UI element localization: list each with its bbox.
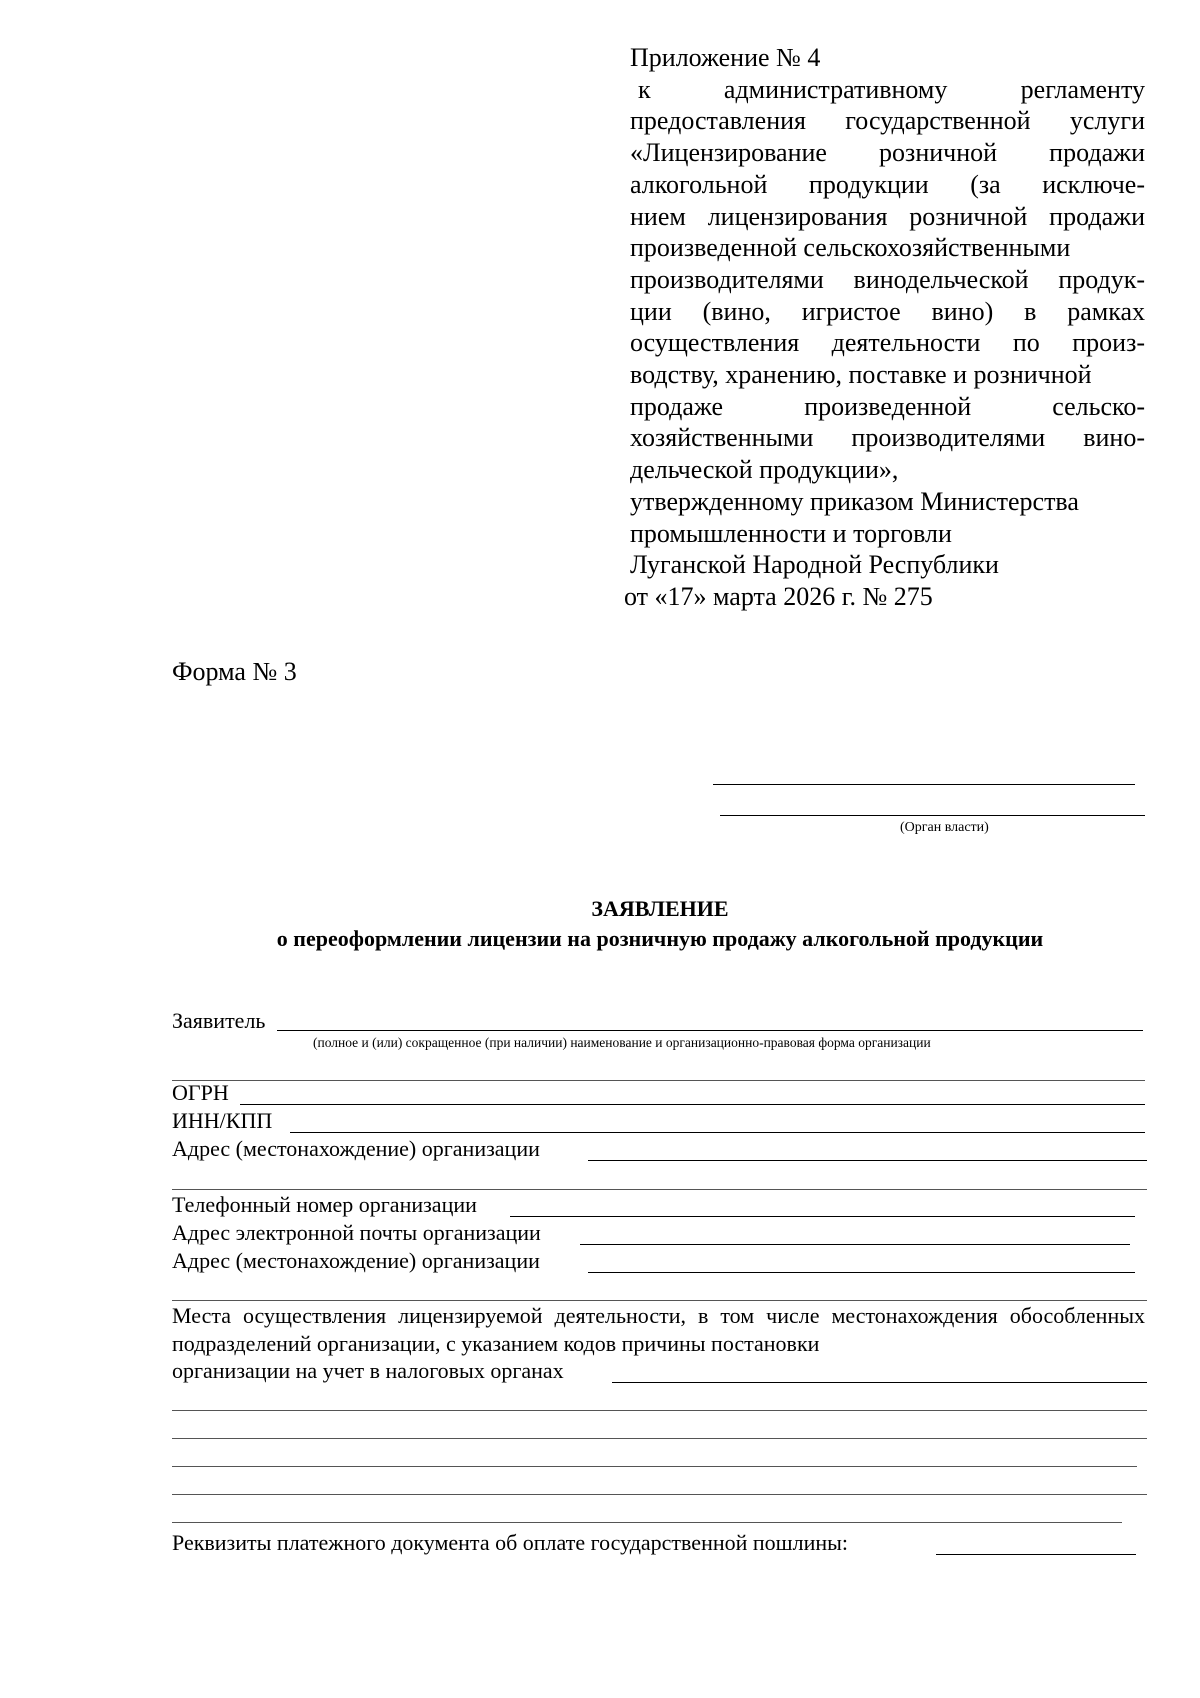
appendix-line: нием лицензирования розничной продажи xyxy=(630,201,1145,231)
appendix-line: «Лицензирование розничной продажи xyxy=(630,138,1145,168)
appendix-line: алкогольной продукции (за исключе- xyxy=(630,169,1145,199)
places-line-2[interactable] xyxy=(172,1438,1147,1439)
appendix-line: производителями винодельческой продук- xyxy=(630,264,1145,294)
appendix-line: утвержденному приказом Министерства xyxy=(630,486,1079,516)
appendix-line: осуществления деятельности по произ- xyxy=(630,328,1145,358)
appendix-line: водству, хранению, поставке и розничной xyxy=(630,360,1092,390)
payment-label: Реквизиты платежного документа об оплате государственной пошлины: xyxy=(172,1530,849,1555)
places-text: Места осуществления лицензируемой деятельности, в том числе местонахождения обособленных подразделений организации, с указанием кодов причины постановки xyxy=(172,1303,1145,1356)
appendix-line: предоставления государственной услуги xyxy=(630,106,1145,136)
appendix-line: Луганской Народной Республики xyxy=(630,550,999,580)
inn-kpp-label: ИНН/КПП xyxy=(172,1108,273,1133)
appendix-line: промышленности и торговли xyxy=(630,518,952,548)
payment-field[interactable] xyxy=(936,1554,1136,1555)
appendix-line: ции (вино, игристое вино) в рамках xyxy=(630,296,1145,326)
form-number: Форма № 3 xyxy=(172,657,297,686)
ogrn-field[interactable] xyxy=(240,1104,1145,1105)
phone-field[interactable] xyxy=(510,1216,1135,1217)
ogrn-label: ОГРН xyxy=(172,1080,229,1105)
appendix-block xyxy=(624,42,1145,613)
address-label: Адрес (местонахождение) организации xyxy=(172,1136,540,1161)
inn-kpp-field[interactable] xyxy=(290,1132,1145,1133)
document-subtitle: о переоформлении лицензии на розничную продажу алкогольной продукции xyxy=(276,926,1044,951)
applicant-field[interactable] xyxy=(277,1030,1143,1031)
address-extra-line[interactable] xyxy=(172,1189,1147,1190)
places-line-1[interactable] xyxy=(172,1410,1147,1411)
authority-line-1[interactable] xyxy=(713,784,1135,785)
places-tax-label: организации на учет в налоговых органах xyxy=(172,1358,564,1383)
appendix-line: к административному регламенту xyxy=(638,74,1145,104)
phone-label: Телефонный номер организации xyxy=(172,1192,477,1217)
places-line-5[interactable] xyxy=(172,1522,1122,1523)
email-label: Адрес электронной почты организации xyxy=(172,1220,541,1245)
address2-label: Адрес (местонахождение) организации xyxy=(172,1248,540,1273)
appendix-line: продаже произведенной сельско- xyxy=(630,391,1145,421)
address2-extra-line[interactable] xyxy=(172,1300,1147,1301)
appendix-line: дельческой продукции», xyxy=(630,455,899,485)
authority-caption: (Орган власти) xyxy=(900,820,989,835)
address-field[interactable] xyxy=(588,1160,1147,1161)
appendix-heading: Приложение № 4 xyxy=(630,43,821,72)
applicant-extra-line[interactable] xyxy=(172,1080,1145,1081)
document-title: ЗАЯВЛЕНИЕ xyxy=(591,896,729,921)
address2-field[interactable] xyxy=(588,1272,1135,1273)
places-field[interactable] xyxy=(612,1382,1147,1383)
appendix-line: произведенной сельскохозяйственными xyxy=(630,233,1071,263)
authority-line-2[interactable] xyxy=(720,815,1145,816)
email-field[interactable] xyxy=(580,1244,1130,1245)
places-line-3[interactable] xyxy=(172,1466,1137,1467)
places-paragraph xyxy=(172,1302,1145,1358)
applicant-label: Заявитель xyxy=(172,1008,266,1033)
places-line-4[interactable] xyxy=(172,1494,1147,1495)
appendix-date-line: от «17» марта 2026 г. № 275 xyxy=(624,581,933,611)
appendix-line: хозяйственными производителями вино- xyxy=(630,423,1145,453)
applicant-caption: (полное и (или) сокращенное (при наличии) наименование и организационно-правовая форма организации xyxy=(313,1035,931,1050)
